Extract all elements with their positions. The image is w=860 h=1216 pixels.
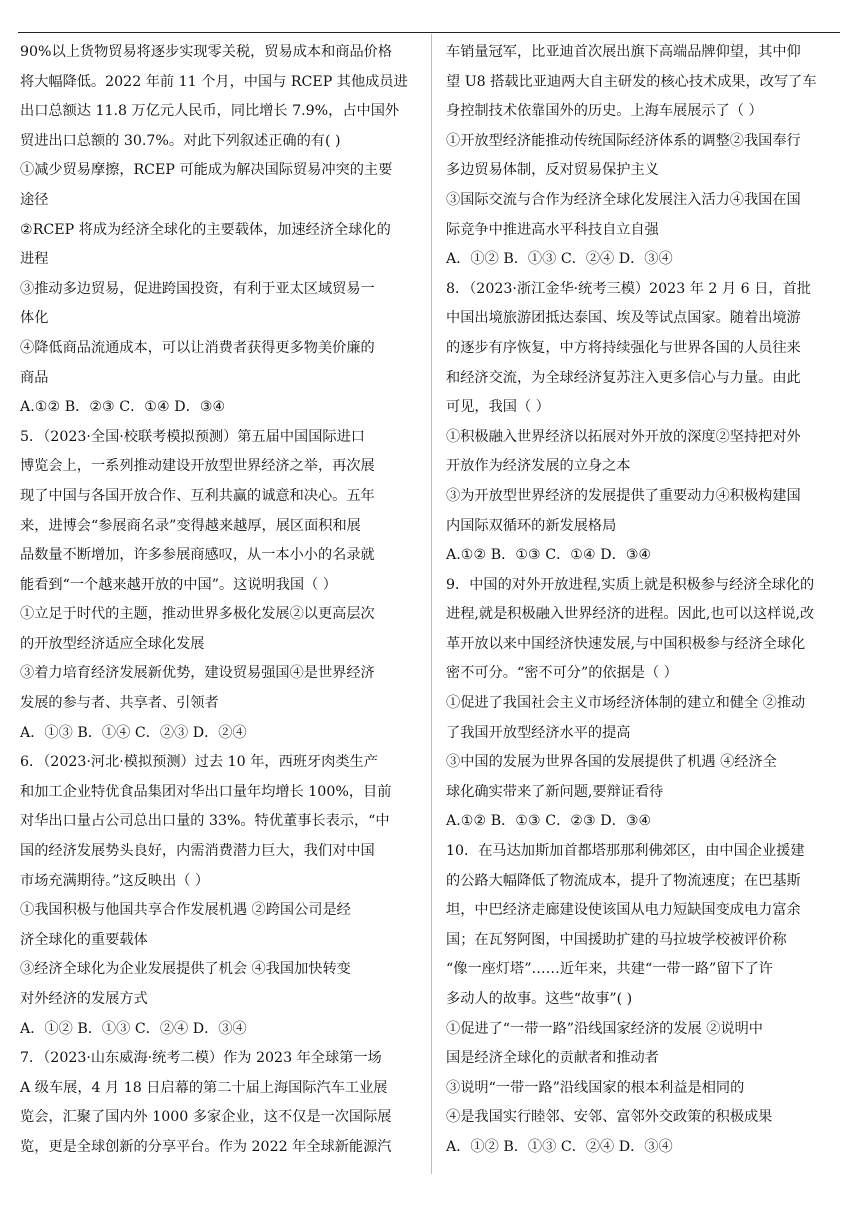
left-column-line: 出口总额达 11.8 万亿元人民币，同比增长 7.9%，占中国外 bbox=[20, 103, 400, 120]
left-column-line: 商品 bbox=[20, 369, 49, 386]
left-column-line: 5．（2023·全国·校联考模拟预测）第五届中国国际进口 bbox=[20, 428, 365, 445]
left-column-line: 发展的参与者、共享者、引领者 bbox=[20, 695, 219, 712]
right-column-line: 内国际双循环的新发展格局 bbox=[446, 517, 617, 534]
right-column-line: ①积极融入世界经济以拓展对外开放的深度②坚持把对外 bbox=[446, 428, 801, 445]
right-column-line: 密不可分。“密不可分”的依据是（ ） bbox=[446, 665, 678, 682]
right-column-line: 车销量冠军，比亚迪首次展出旗下高端品牌仰望，其中仰 bbox=[446, 44, 801, 60]
right-column-line: ①开放型经济能推动传统国际经济体系的调整②我国奉行 bbox=[446, 132, 801, 149]
right-column-line: 8．（2023·浙江金华·统考三模）2023 年 2 月 6 日，首批 bbox=[446, 280, 811, 297]
left-column-line: 对华出口量占公司总出口量的 33%。特优董事长表示，“中 bbox=[20, 813, 390, 830]
left-column-line: A．①③ B．①④ C．②③ D．②④ bbox=[20, 724, 247, 741]
right-column-line: A.①② B．①③ C．①④ D．③④ bbox=[446, 547, 652, 564]
right-column-line: 身控制技术依靠国外的历史。上海车展展示了（ ） bbox=[446, 103, 763, 120]
left-column-line: 将大幅降低。2022 年前 11 个月，中国与 RCEP 其他成员进 bbox=[20, 73, 408, 90]
left-column-line: ②RCEP 将成为经济全球化的主要载体，加速经济全球化的 bbox=[20, 221, 391, 238]
left-column-line: 贸进出口总额的 30.7%。对此下列叙述正确的有( ) bbox=[20, 132, 341, 149]
right-column-line: 坦，中巴经济走廊建设使该国从电力短缺国变成电力富余 bbox=[446, 902, 801, 919]
right-column-line: ③国际交流与合作为经济全球化发展注入活力④我国在国 bbox=[446, 191, 801, 208]
right-column-line: 进程,就是积极融入世界经济的进程。因此,也可以这样说,改 bbox=[446, 606, 815, 623]
right-column-line: 的公路大幅降低了物流成本，提升了物流速度；在巴基斯 bbox=[446, 872, 801, 889]
right-column-line: A．①② B．①③ C．②④ D．③④ bbox=[446, 251, 673, 268]
left-column-line: 体化 bbox=[20, 310, 49, 327]
left-column-line: A.①② B．②③ C．①④ D．③④ bbox=[20, 399, 226, 416]
right-column-line: 10．在马达加斯加首都塔那那利佛郊区，由中国企业援建 bbox=[446, 843, 805, 860]
left-column-line: ①我国积极与他国共享合作发展机遇 ②跨国公司是经 bbox=[20, 902, 351, 919]
right-column-line: 国是经济全球化的贡献者和推动者 bbox=[446, 1050, 659, 1067]
left-column-line: 品数量不断增加，许多参展商感叹，从一本小小的名录就 bbox=[20, 547, 375, 564]
left-column-line: 途径 bbox=[20, 191, 49, 208]
right-column-line: 的逐步有序恢复，中方将持续强化与世界各国的人员往来 bbox=[446, 339, 801, 356]
right-column-line: ④是我国实行睦邻、安邻、富邻外交政策的积极成果 bbox=[446, 1109, 773, 1126]
right-column-line: ③为开放型世界经济的发展提供了重要动力④积极构建国 bbox=[446, 487, 801, 504]
column-divider bbox=[431, 34, 432, 1174]
left-column bbox=[20, 38, 418, 1163]
left-column-line: 览，更是全球创新的分享平台。作为 2022 年全球新能源汽 bbox=[20, 1138, 392, 1155]
left-column-line: A．①② B．①③ C．②④ D．③④ bbox=[20, 1020, 247, 1037]
left-column-line: A 级车展，4 月 18 日启幕的第二十届上海国际汽车工业展 bbox=[20, 1079, 388, 1096]
left-column-line: ③着力培育经济发展新优势，建设贸易强国④是世界经济 bbox=[20, 665, 375, 682]
right-column-line: 国；在瓦努阿图，中国援助扩建的马拉坡学校被评价称 bbox=[446, 931, 787, 948]
right-column-line: ①促进了“一带一路”沿线国家经济的发展 ②说明中 bbox=[446, 1020, 763, 1037]
left-column-line: ④降低商品流通成本，可以让消费者获得更多物美价廉的 bbox=[20, 339, 375, 356]
left-column-line: 和加工企业特优食品集团对华出口量年均增长 100%，目前 bbox=[20, 783, 392, 800]
right-column-line: 望 U8 搭载比亚迪两大自主研发的核心技术成果，改写了车 bbox=[446, 73, 817, 90]
right-column-line: 9．中国的对外开放进程,实质上就是积极参与经济全球化的 bbox=[446, 576, 815, 593]
left-column-line: 国的经济发展势头良好，内需消费潜力巨大，我们对中国 bbox=[20, 843, 375, 860]
right-column-line: A.①② B．①③ C．②③ D．③④ bbox=[446, 813, 652, 830]
right-column-line: ③中国的发展为世界各国的发展提供了机遇 ④经济全 bbox=[446, 754, 777, 771]
right-column-line: 和经济交流，为全球经济复苏注入更多信心与力量。由此 bbox=[446, 369, 801, 386]
left-column-line: ③推动多边贸易，促进跨国投资，有利于亚太区域贸易一 bbox=[20, 280, 375, 297]
right-column-line: 革开放以来中国经济快速发展,与中国积极参与经济全球化 bbox=[446, 635, 806, 652]
right-column bbox=[446, 38, 840, 1163]
left-column-line: 90%以上货物贸易将逐步实现零关税，贸易成本和商品价格 bbox=[20, 44, 393, 60]
right-column-line: 可见，我国（ ） bbox=[446, 399, 550, 416]
left-column-line: ①减少贸易摩擦，RCEP 可能成为解决国际贸易冲突的主要 bbox=[20, 162, 393, 179]
right-column-line: 际竞争中推进高水平科技自立自强 bbox=[446, 221, 659, 238]
right-column-line: 多动人的故事。这些“故事”( ) bbox=[446, 991, 633, 1007]
right-column-line: 开放作为经济发展的立身之本 bbox=[446, 458, 631, 475]
left-column-line: 能看到“一个越来越开放的中国”。这说明我国（ ） bbox=[20, 576, 337, 593]
left-column-line: 博览会上，一系列推动建设开放型世界经济之举，再次展 bbox=[20, 458, 375, 475]
left-column-line: 进程 bbox=[20, 251, 49, 268]
left-column-line: 6．（2023·河北·模拟预测）过去 10 年，西班牙肉类生产 bbox=[20, 754, 378, 771]
left-column-line: ①立足于时代的主题，推动世界多极化发展②以更高层次 bbox=[20, 606, 375, 623]
left-column-line: 览会，汇聚了国内外 1000 多家企业，这不仅是一次国际展 bbox=[20, 1109, 392, 1126]
left-column-line: ③经济全球化为企业发展提供了机会 ④我国加快转变 bbox=[20, 961, 351, 978]
left-column-line: 来，进博会“参展商名录”变得越来越厚，展区面积和展 bbox=[20, 517, 361, 534]
right-column-line: 中国出境旅游团抵达泰国、埃及等试点国家。随着出境游 bbox=[446, 310, 801, 327]
left-column-line: 济全球化的重要载体 bbox=[20, 931, 148, 948]
left-column-line: 市场充满期待。”这反映出（ ） bbox=[20, 872, 210, 889]
left-column-line: 现了中国与各国开放合作、互利共赢的诚意和决心。五年 bbox=[20, 487, 375, 504]
right-column-line: 多边贸易体制，反对贸易保护主义 bbox=[446, 162, 659, 179]
right-column-line: ①促进了我国社会主义市场经济体制的建立和健全 ②推动 bbox=[446, 695, 806, 712]
right-column-line: ③说明“一带一路”沿线国家的根本利益是相同的 bbox=[446, 1079, 745, 1096]
right-column-line: “像一座灯塔”……近年来，共建“一带一路”留下了许 bbox=[446, 961, 773, 978]
left-column-line: 的开放型经济适应全球化发展 bbox=[20, 635, 205, 652]
right-column-line: A．①② B．①③ C．②④ D．③④ bbox=[446, 1138, 673, 1155]
header-rule bbox=[18, 32, 840, 33]
right-column-line: 球化确实带来了新问题,要辩证看待 bbox=[446, 783, 664, 800]
right-column-line: 了我国开放型经济水平的提高 bbox=[446, 724, 631, 741]
left-column-line: 7．（2023·山东威海·统考二模）作为 2023 年全球第一场 bbox=[20, 1050, 382, 1067]
left-column-line: 对外经济的发展方式 bbox=[20, 991, 148, 1007]
